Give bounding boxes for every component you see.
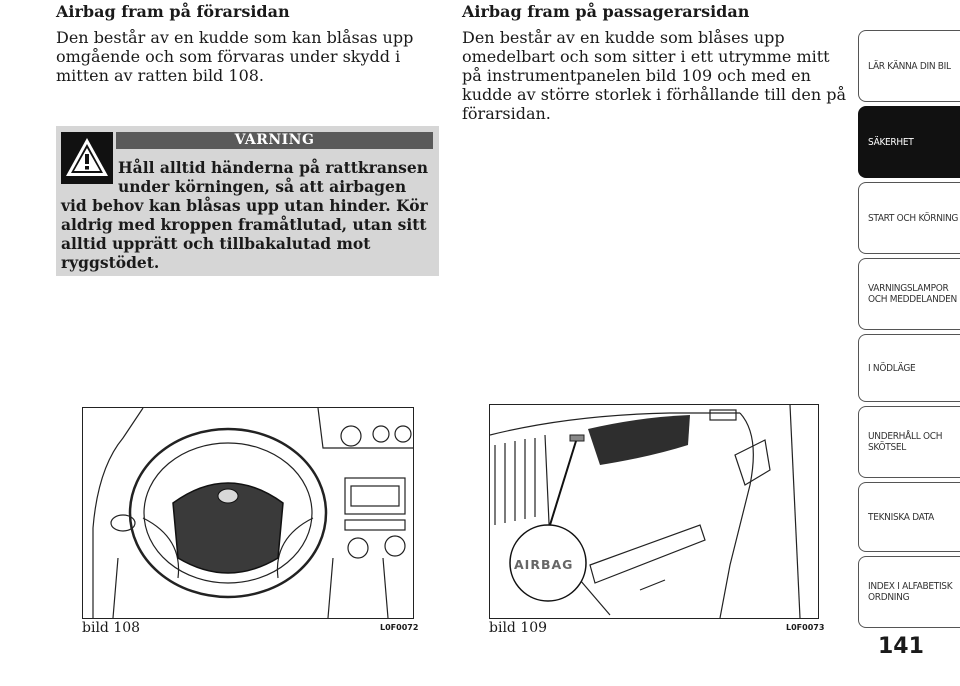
steering-wheel-illustration	[83, 408, 413, 618]
figure-108-code: L0F0072	[380, 623, 419, 632]
tab-varningslampor[interactable]: VARNINGSLAMPOR OCH MEDDELANDEN	[858, 258, 960, 330]
figure-109-code: L0F0073	[786, 623, 825, 632]
tab-sakerhet[interactable]: SÄKERHET	[858, 106, 960, 178]
left-heading: Airbag fram på förarsidan	[56, 2, 290, 21]
figure-109-dashboard	[489, 404, 819, 619]
tab-start-och-korning[interactable]: START OCH KÖRNING	[858, 182, 960, 254]
right-heading: Airbag fram på passagerarsidan	[462, 2, 750, 21]
figure-108-caption: bild 108	[82, 620, 141, 636]
tab-index[interactable]: INDEX I ALFABETISK ORDNING	[858, 556, 960, 628]
tab-lar-kanna-din-bil[interactable]: LÄR KÄNNA DIN BIL	[858, 30, 960, 102]
figure-108-steering-wheel	[82, 407, 414, 619]
warning-title: VARNING	[116, 132, 433, 149]
tab-i-nodlage[interactable]: I NÖDLÄGE	[858, 334, 960, 402]
warning-text	[61, 158, 431, 272]
left-paragraph: Den består av en kudde som kan blåsas upp omgående och som förvaras under skydd i mitten av ratten bild 108.	[56, 28, 414, 85]
figure-109-caption: bild 109	[489, 620, 548, 636]
right-paragraph: Den består av en kudde som blåses upp omedelbart och som sitter i ett utrymme mitt på instrumentpanelen bild 109 och med en kudde av större storlek i förhållande till den på förarsidan.	[462, 28, 846, 123]
warning-text-line1: Håll alltid händerna på rattkransen under körningen, så att airbagen	[118, 158, 428, 196]
tab-tekniska-data[interactable]: TEKNISKA DATA	[858, 482, 960, 552]
airbag-label: AIRBAG	[514, 557, 574, 572]
page-number: 141	[878, 634, 924, 659]
dashboard-illustration	[490, 405, 818, 618]
tab-underhall-och-skotsel[interactable]: UNDERHÅLL OCH SKÖTSEL	[858, 406, 960, 478]
warning-text-rest: vid behov kan blåsas upp utan hinder. Kör aldrig med kroppen framåtlutad, utan sitt alltid upprätt och tillbakalutad mot ryggstödet.	[61, 196, 428, 272]
warning-box	[56, 126, 439, 276]
